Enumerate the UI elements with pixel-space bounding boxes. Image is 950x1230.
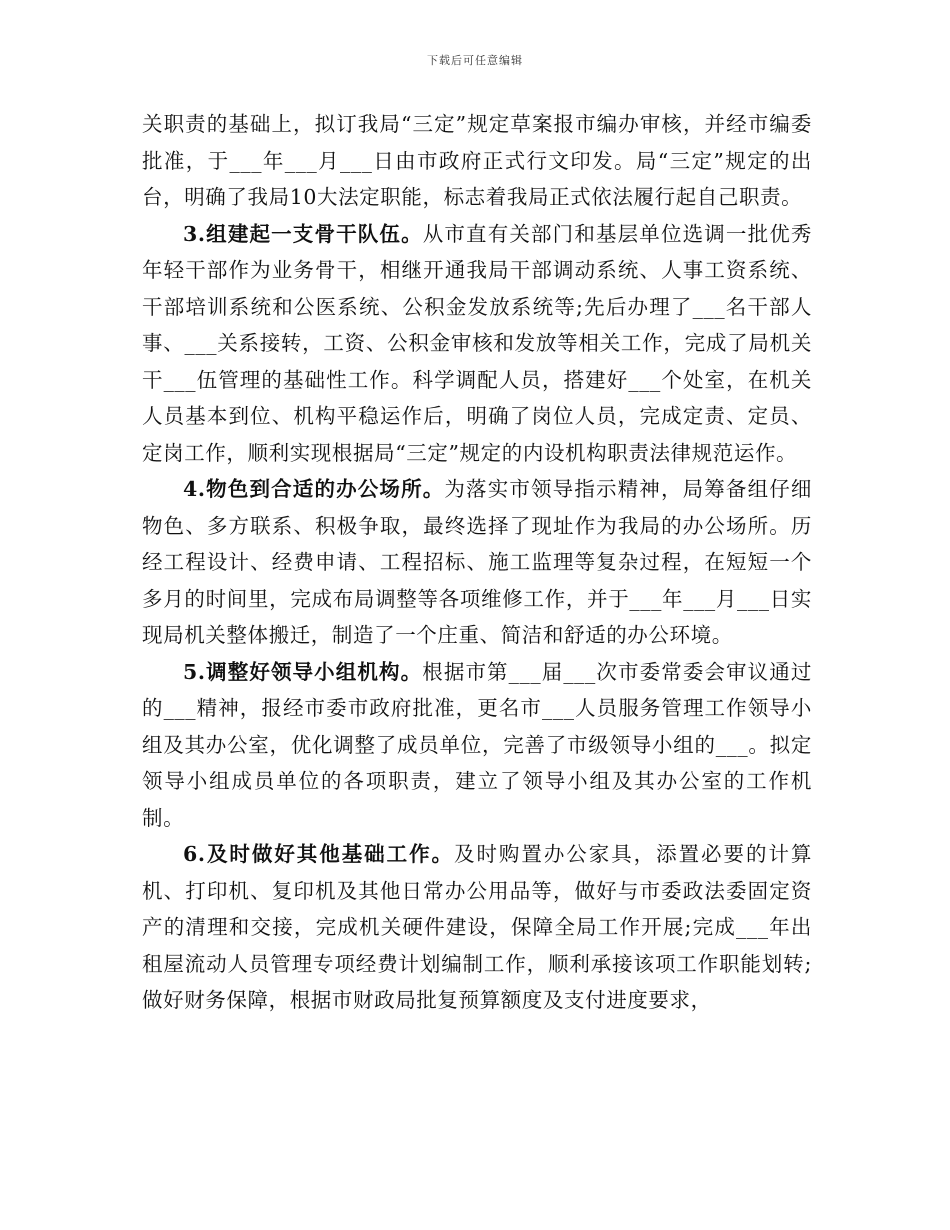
document-body bbox=[142, 106, 812, 1019]
paragraph-section-4 bbox=[142, 471, 812, 654]
section-heading: 3.组建起一支骨干队伍。 bbox=[183, 221, 423, 246]
paragraph-text: 为落实市领导指示精神，局筹备组仔细物色、多方联系、积极争取，最终选择了现址作为我局的办公场所。历经工程设计、经费申请、工程招标、施工监理等复杂过程，在短短一个多月的时间里，完成布局调整等各项维修工作，并于___年___月___日实现局机关整体搬迁，制造了一个庄重、简洁和舒适的办公环境。 bbox=[142, 477, 813, 647]
page-header: 下载后可任意编辑 bbox=[427, 54, 523, 67]
paragraph-continuation bbox=[142, 106, 812, 216]
paragraph-section-6 bbox=[142, 836, 812, 1019]
paragraph-text: 关职责的基础上，拟订我局“三定”规定草案报市编办审核，并经市编委批准，于___年___月___日由市政府正式行文印发。局“三定”规定的出台，明确了我局10大法定职能，标志着我局正式依法履行起自己职责。 bbox=[142, 112, 812, 209]
paragraph-section-5 bbox=[142, 654, 812, 837]
section-heading: 6.及时做好其他基础工作。 bbox=[183, 842, 455, 866]
paragraph-section-3 bbox=[142, 216, 812, 472]
section-heading: 5.调整好领导小组机构。 bbox=[183, 659, 423, 684]
section-heading: 4.物色到合适的办公场所。 bbox=[183, 477, 445, 501]
paragraph-text: 从市直有关部门和基层单位选调一批优秀年轻干部作为业务骨干，相继开通我局干部调动系统、人事工资系统、干部培训系统和公医系统、公积金发放系统等;先后办理了___名干部人事、___关系接转，工资、公积金审核和发放等相关工作，完成了局机关干___伍管理的基础性工作。科学调配人员，搭建好___个处室，在机关人员基本到位、机构平稳运作后，明确了岗位人员，完成定责、定员、定岗工作，顺利实现根据局“三定”规定的内设机构职责法律规范运作。 bbox=[142, 221, 812, 465]
paragraph-text: 根据市第___届___次市委常委会审议通过的___精神，报经市委市政府批准，更名市___人员服务管理工作领导小组及其办公室，优化调整了成员单位，完善了市级领导小组的___。拟定领导小组成员单位的各项职责，建立了领导小组及其办公室的工作机制。 bbox=[142, 659, 812, 830]
paragraph-text: 及时购置办公家具，添置必要的计算机、打印机、复印机及其他日常办公用品等，做好与市委政法委固定资产的清理和交接，完成机关硬件建设，保障全局工作开展;完成___年出租屋流动人员管理专项经费计划编制工作，顺利承接该项工作职能划转;做好财务保障，根据市财政局批复预算额度及支付进度要求， bbox=[142, 842, 812, 1012]
